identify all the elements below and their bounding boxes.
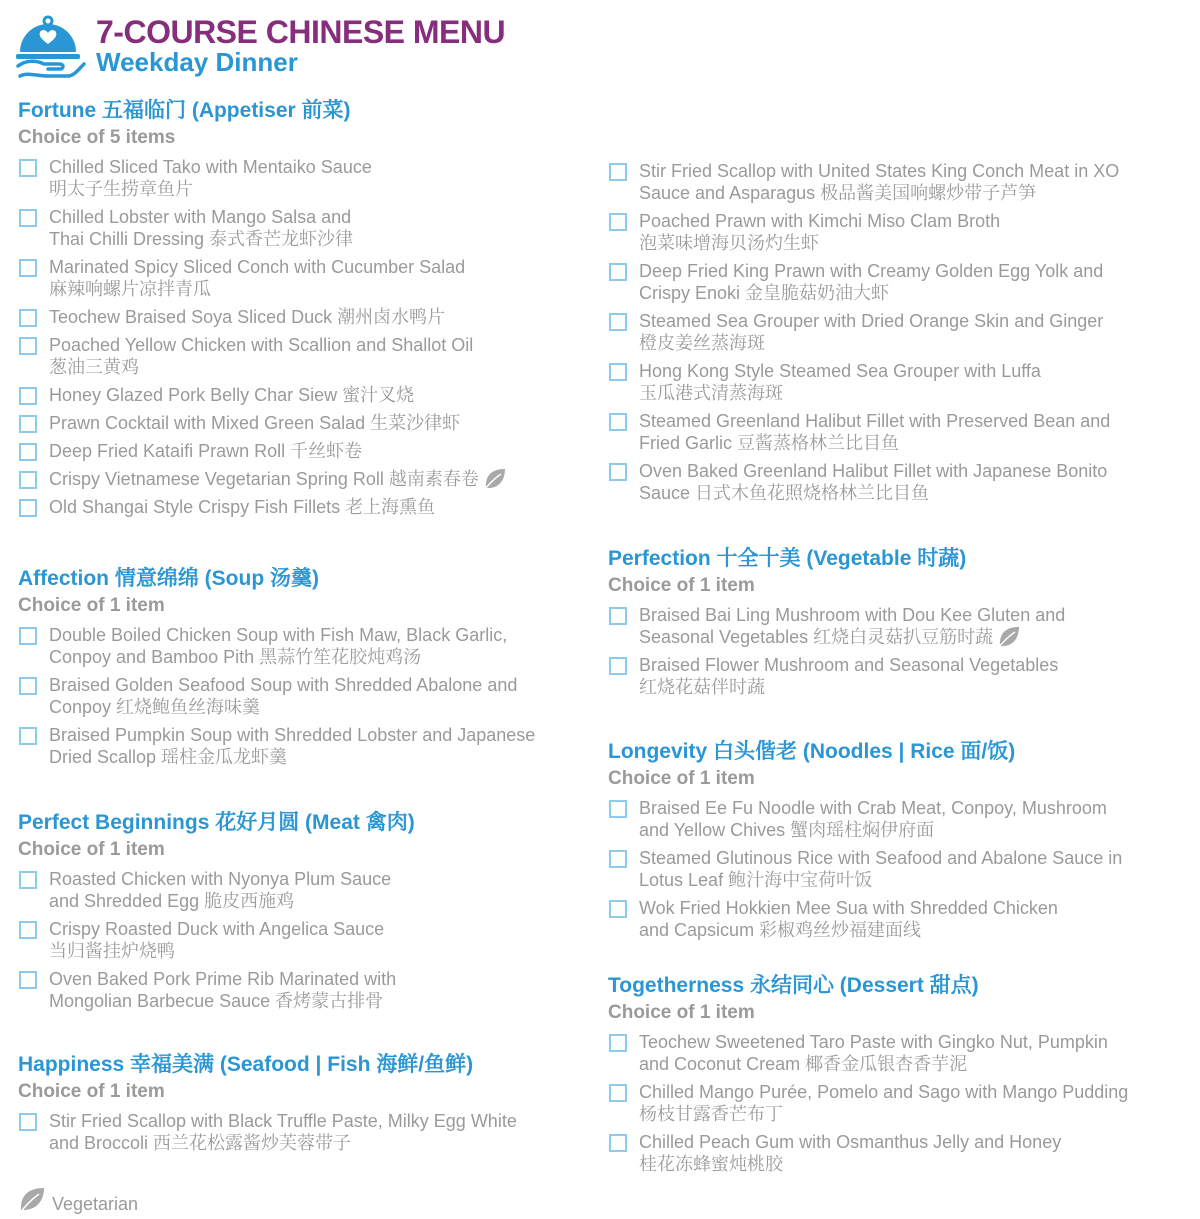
menu-item[interactable]: [608, 160, 1198, 204]
item-line: [49, 746, 608, 768]
item-checkbox[interactable]: [19, 259, 37, 277]
item-text: Chilled Sliced Tako with Mentaiko Sauce: [49, 157, 372, 177]
item-line: [49, 674, 608, 696]
menu-item[interactable]: [608, 604, 1198, 648]
item-line: [639, 482, 1198, 504]
section-happiness: [18, 1052, 608, 1160]
item-text: Sauce and Asparagus 极品酱美国响螺炒带子芦笋: [639, 183, 1037, 203]
item-checkbox[interactable]: [19, 337, 37, 355]
item-line: [49, 440, 608, 462]
item-checkbox[interactable]: [609, 163, 627, 181]
item-text: Poached Yellow Chicken with Scallion and Shallot Oil: [49, 335, 474, 355]
item-line: [49, 968, 608, 990]
section-choice: Choice of 5 items: [18, 127, 176, 148]
item-line: [49, 990, 608, 1012]
item-text: Oven Baked Greenland Halibut Fillet with Japanese Bonito: [639, 461, 1108, 481]
menu-item[interactable]: [18, 334, 608, 378]
item-checkbox[interactable]: [19, 627, 37, 645]
item-line: [639, 847, 1198, 869]
item-line: [49, 1110, 608, 1132]
menu-item[interactable]: [608, 210, 1198, 254]
item-line: [639, 1081, 1198, 1103]
item-line: [639, 626, 1198, 648]
section-title: Fortune 五福临门 (Appetiser 前菜): [18, 99, 351, 122]
menu-item[interactable]: [608, 1081, 1198, 1125]
menu-title: 7-COURSE CHINESE MENU: [96, 14, 506, 50]
item-line: [49, 256, 608, 278]
section-title: Longevity 白头偕老 (Noodles | Rice 面/饭): [608, 740, 1016, 763]
item-line: [639, 360, 1198, 382]
item-text: and Shredded Egg 脆皮西施鸡: [49, 891, 295, 911]
item-line: [49, 890, 608, 912]
item-line: [639, 260, 1198, 282]
item-line: [639, 232, 1198, 254]
item-line: [639, 432, 1198, 454]
item-checkbox[interactable]: [19, 727, 37, 745]
item-line: [49, 868, 608, 890]
item-text: Stir Fried Scallop with United States King Conch Meat in XO: [639, 161, 1120, 181]
item-checkbox[interactable]: [609, 657, 627, 675]
item-checkbox[interactable]: [19, 499, 37, 517]
section-choice: Choice of 1 item: [18, 595, 165, 616]
item-line: [639, 182, 1198, 204]
item-text: Thai Chilli Dressing 泰式香芒龙虾沙律: [49, 229, 354, 249]
item-line: [639, 676, 1198, 698]
item-line: [639, 282, 1198, 304]
item-line: [49, 468, 608, 490]
item-text: Conpoy 红烧鲍鱼丝海味羹: [49, 697, 261, 717]
menu-item[interactable]: [18, 206, 608, 250]
item-text: 桂花冻蜂蜜炖桃胶: [639, 1154, 783, 1174]
item-checkbox[interactable]: [19, 309, 37, 327]
section-affection: [18, 566, 608, 774]
item-text: Honey Glazed Pork Belly Char Siew 蜜汁叉烧: [49, 385, 415, 405]
item-text: and Capsicum 彩椒鸡丝炒福建面线: [639, 920, 922, 940]
menu-item[interactable]: [18, 306, 608, 328]
section-choice: Choice of 1 item: [18, 1081, 165, 1102]
item-text: Mongolian Barbecue Sauce 香烤蒙古排骨: [49, 991, 384, 1011]
leaf-icon: [997, 626, 1021, 648]
item-line: [49, 624, 608, 646]
item-line: [639, 1153, 1198, 1175]
menu-item[interactable]: [18, 868, 608, 912]
item-line: [49, 228, 608, 250]
item-checkbox[interactable]: [609, 800, 627, 818]
menu-item[interactable]: [18, 384, 608, 406]
item-line: [49, 178, 608, 200]
item-text: Teochew Braised Soya Sliced Duck 潮州卤水鸭片: [49, 307, 446, 327]
item-text: 橙皮姜丝蒸海斑: [639, 333, 765, 353]
item-line: [49, 278, 608, 300]
menu-item[interactable]: [608, 654, 1198, 698]
item-text: and Coconut Cream 椰香金瓜银杏香芋泥: [639, 1054, 968, 1074]
item-text: Conpoy and Bamboo Pith 黑蒜竹笙花胶炖鸡汤: [49, 647, 422, 667]
item-text: Seasonal Vegetables 红烧白灵菇扒豆筋时蔬: [639, 627, 994, 647]
item-checkbox[interactable]: [609, 463, 627, 481]
cloche-heart-icon: [14, 14, 90, 82]
item-text: Braised Golden Seafood Soup with Shredded Abalone and: [49, 675, 518, 695]
item-checkbox[interactable]: [19, 443, 37, 461]
menu-item[interactable]: [608, 1031, 1198, 1075]
item-text: 麻辣响螺片凉拌青瓜: [49, 279, 211, 299]
menu-subtitle: Weekday Dinner: [96, 47, 298, 77]
item-checkbox[interactable]: [19, 471, 37, 489]
item-text: Old Shangai Style Crispy Fish Fillets 老上海熏鱼: [49, 497, 436, 517]
section-choice: Choice of 1 item: [608, 575, 755, 596]
item-text: Teochew Sweetened Taro Paste with Gingko Nut, Pumpkin: [639, 1032, 1108, 1052]
item-text: and Yellow Chives 蟹肉瑶柱焖伊府面: [639, 820, 935, 840]
menu-item[interactable]: [18, 918, 608, 962]
section-choice: Choice of 1 item: [18, 839, 165, 860]
item-line: [49, 496, 608, 518]
item-text: 当归酱挂炉烧鸭: [49, 941, 175, 961]
menu-item[interactable]: [608, 897, 1198, 941]
item-text: 明太子生捞章鱼片: [49, 179, 193, 199]
leaf-icon: [18, 1186, 46, 1214]
item-checkbox[interactable]: [609, 263, 627, 281]
item-line: [639, 897, 1198, 919]
item-text: 葱油三黄鸡: [49, 357, 139, 377]
item-text: Deep Fried King Prawn with Creamy Golden Egg Yolk and: [639, 261, 1104, 281]
legend-label: Vegetarian: [52, 1194, 139, 1214]
item-line: [639, 410, 1198, 432]
menu-item[interactable]: [18, 440, 608, 462]
item-line: [49, 156, 608, 178]
item-text: Dried Scallop 瑶柱金瓜龙虾羹: [49, 747, 288, 767]
menu-item[interactable]: [18, 156, 608, 200]
item-checkbox[interactable]: [609, 1084, 627, 1102]
item-line: [49, 206, 608, 228]
menu-item[interactable]: [18, 496, 608, 518]
section-happiness-continued: [608, 160, 1198, 510]
item-line: [639, 460, 1198, 482]
section-togetherness: [608, 973, 1198, 1181]
menu-item[interactable]: [18, 674, 608, 718]
item-text: Chilled Lobster with Mango Salsa and: [49, 207, 352, 227]
item-line: [639, 210, 1198, 232]
item-text: and Broccoli 西兰花松露酱炒芙蓉带子: [49, 1133, 352, 1153]
menu-item[interactable]: [18, 624, 608, 668]
section-title: Togetherness 永结同心 (Dessert 甜点): [608, 974, 979, 997]
item-checkbox[interactable]: [19, 677, 37, 695]
item-text: Braised Flower Mushroom and Seasonal Vegetables: [639, 655, 1059, 675]
item-line: [49, 384, 608, 406]
item-text: Stir Fried Scallop with Black Truffle Paste, Milky Egg White: [49, 1111, 517, 1131]
item-checkbox[interactable]: [19, 971, 37, 989]
item-text: Steamed Greenland Halibut Fillet with Preserved Bean and: [639, 411, 1111, 431]
item-text: Crispy Vietnamese Vegetarian Spring Roll 越南素春卷: [49, 469, 479, 489]
item-text: Roasted Chicken with Nyonya Plum Sauce: [49, 869, 392, 889]
item-line: [639, 1053, 1198, 1075]
item-line: [639, 604, 1198, 626]
menu-item[interactable]: [18, 1110, 608, 1154]
item-line: [49, 1132, 608, 1154]
section-title: Perfect Beginnings 花好月圆 (Meat 禽肉): [18, 811, 415, 834]
item-line: [49, 724, 608, 746]
item-text: Chilled Mango Purée, Pomelo and Sago with Mango Pudding: [639, 1082, 1129, 1102]
item-line: [49, 306, 608, 328]
leaf-icon: [483, 468, 507, 490]
item-line: [49, 356, 608, 378]
item-line: [639, 382, 1198, 404]
item-checkbox[interactable]: [609, 900, 627, 918]
item-checkbox[interactable]: [19, 159, 37, 177]
item-checkbox[interactable]: [19, 921, 37, 939]
item-line: [49, 696, 608, 718]
item-line: [49, 940, 608, 962]
menu-item[interactable]: [18, 256, 608, 300]
item-checkbox[interactable]: [19, 415, 37, 433]
item-line: [639, 919, 1198, 941]
item-checkbox[interactable]: [609, 363, 627, 381]
item-line: [639, 654, 1198, 676]
section-perfect-beginnings: [18, 810, 608, 1018]
item-text: Sauce 日式木鱼花照烧格林兰比目鱼: [639, 483, 930, 503]
item-text: Braised Bai Ling Mushroom with Dou Kee Gluten and: [639, 605, 1066, 625]
item-checkbox[interactable]: [19, 387, 37, 405]
item-text: Lotus Leaf 鲍汁海中宝荷叶饭: [639, 870, 873, 890]
item-line: [49, 918, 608, 940]
menu-item[interactable]: [608, 797, 1198, 841]
item-line: [49, 412, 608, 434]
item-text: Fried Garlic 豆酱蒸格林兰比目鱼: [639, 433, 900, 453]
item-checkbox[interactable]: [19, 871, 37, 889]
section-choice: Choice of 1 item: [608, 768, 755, 789]
item-checkbox[interactable]: [609, 413, 627, 431]
item-line: [639, 160, 1198, 182]
item-text: Prawn Cocktail with Mixed Green Salad 生菜沙律虾: [49, 413, 461, 433]
menu-item[interactable]: [608, 410, 1198, 454]
section-fortune: [18, 98, 608, 524]
menu-item[interactable]: [18, 968, 608, 1012]
item-text: 红烧花菇伴时蔬: [639, 677, 765, 697]
item-text: Braised Pumpkin Soup with Shredded Lobster and Japanese: [49, 725, 536, 745]
item-text: Deep Fried Kataifi Prawn Roll 千丝虾卷: [49, 441, 363, 461]
menu-item[interactable]: [18, 412, 608, 434]
menu-item[interactable]: [608, 460, 1198, 504]
menu-header: [14, 12, 614, 82]
item-checkbox[interactable]: [609, 213, 627, 231]
item-checkbox[interactable]: [19, 209, 37, 227]
menu-item[interactable]: [18, 468, 608, 490]
item-checkbox[interactable]: [19, 1113, 37, 1131]
item-line: [639, 310, 1198, 332]
section-longevity: [608, 739, 1198, 947]
item-checkbox[interactable]: [609, 313, 627, 331]
section-title: Perfection 十全十美 (Vegetable 时蔬): [608, 547, 967, 570]
item-checkbox[interactable]: [609, 607, 627, 625]
menu-item[interactable]: [608, 260, 1198, 304]
item-checkbox[interactable]: [609, 1134, 627, 1152]
item-text: 杨枝甘露香芒布丁: [639, 1104, 783, 1124]
menu-item[interactable]: [608, 847, 1198, 891]
item-line: [639, 1131, 1198, 1153]
item-text: 泡菜味增海贝汤灼生虾: [639, 233, 819, 253]
item-text: Wok Fried Hokkien Mee Sua with Shredded Chicken: [639, 898, 1058, 918]
item-text: Marinated Spicy Sliced Conch with Cucumber Salad: [49, 257, 466, 277]
item-checkbox[interactable]: [609, 850, 627, 868]
item-text: Crispy Enoki 金皇脆菇奶油大虾: [639, 283, 890, 303]
item-text: Chilled Peach Gum with Osmanthus Jelly and Honey: [639, 1132, 1062, 1152]
item-text: Crispy Roasted Duck with Angelica Sauce: [49, 919, 385, 939]
item-text: Poached Prawn with Kimchi Miso Clam Broth: [639, 211, 1001, 231]
section-choice: Choice of 1 item: [608, 1002, 755, 1023]
item-text: Double Boiled Chicken Soup with Fish Maw, Black Garlic,: [49, 625, 508, 645]
item-line: [639, 332, 1198, 354]
item-line: [49, 334, 608, 356]
menu-item[interactable]: [18, 724, 608, 768]
menu-item[interactable]: [608, 1131, 1198, 1175]
item-checkbox[interactable]: [609, 1034, 627, 1052]
item-text: Hong Kong Style Steamed Sea Grouper with Luffa: [639, 361, 1041, 381]
item-text: Steamed Sea Grouper with Dried Orange Skin and Ginger: [639, 311, 1104, 331]
item-line: [639, 1103, 1198, 1125]
item-line: [639, 819, 1198, 841]
item-line: [639, 1031, 1198, 1053]
menu-item[interactable]: [608, 310, 1198, 354]
section-title: Happiness 幸福美满 (Seafood | Fish 海鲜/鱼鲜): [18, 1053, 474, 1076]
menu-item[interactable]: [608, 360, 1198, 404]
item-line: [639, 797, 1198, 819]
section-perfection: [608, 546, 1198, 704]
item-text: Braised Ee Fu Noodle with Crab Meat, Conpoy, Mushroom: [639, 798, 1107, 818]
item-text: Steamed Glutinous Rice with Seafood and Abalone Sauce in: [639, 848, 1123, 868]
section-title: Affection 情意绵绵 (Soup 汤羹): [18, 567, 319, 590]
item-text: 玉瓜港式清蒸海斑: [639, 383, 783, 403]
item-line: [49, 646, 608, 668]
item-text: Oven Baked Pork Prime Rib Marinated with: [49, 969, 397, 989]
item-line: [639, 869, 1198, 891]
